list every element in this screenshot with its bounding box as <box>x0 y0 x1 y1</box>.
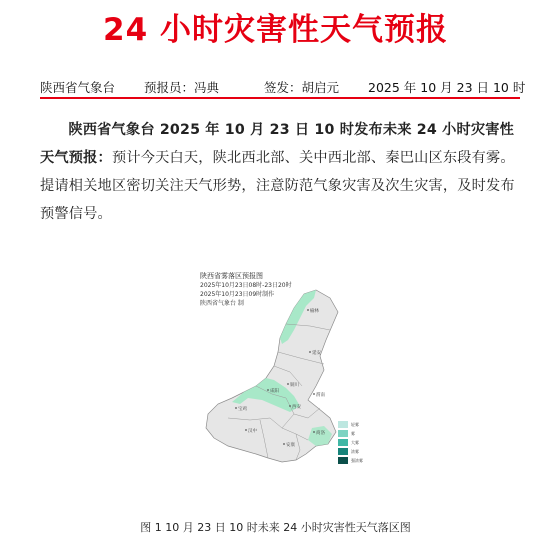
city-label: 宝鸡 <box>238 407 247 412</box>
figure-caption: 图 1 10 月 23 日 10 时未来 24 小时灾害性天气落区图 <box>140 521 411 534</box>
city-label: 延安 <box>312 351 321 356</box>
map-title: 陕西省雾落区预报图 <box>200 272 263 280</box>
city-dot <box>313 431 315 433</box>
legend-labels <box>351 420 363 465</box>
city-label: 榆林 <box>310 309 319 314</box>
city-label: 渭南 <box>316 393 325 398</box>
map-header <box>200 272 292 308</box>
legend-label: 轻雾 <box>351 422 359 427</box>
legend-swatch <box>338 457 348 464</box>
forecaster: 预报员：冯典 <box>144 80 220 95</box>
legend-label: 强浓雾 <box>351 458 363 463</box>
city-label: 汉中 <box>248 429 257 434</box>
city-dot <box>245 429 247 431</box>
city-dot <box>287 383 289 385</box>
city-dot <box>289 405 291 407</box>
issuing-org: 陕西省气象台 <box>40 80 116 95</box>
city-label: 商洛 <box>316 431 325 436</box>
map-line-2: 2025年10月23日09时制作 <box>200 291 275 298</box>
legend-label: 雾 <box>351 431 355 436</box>
legend-label: 大雾 <box>351 440 359 445</box>
map-line-3: 陕西省气象台 制 <box>200 300 244 307</box>
city-dot <box>313 393 315 395</box>
fog-forecast-map <box>190 268 370 482</box>
bulletin-body: 预计今天白天，陕北西北部、关中西北部、秦巴山区东段有雾。提请相关地区密切关注天气形势，注意防范气象灾害及次生灾害，及时发布预警信号。 <box>40 150 515 222</box>
city-label: 西安 <box>292 405 301 410</box>
legend-swatch <box>338 448 348 455</box>
page-title: 24 小时灾害性天气预报 <box>103 12 448 48</box>
legend-swatch <box>338 430 348 437</box>
city-label: 安康 <box>286 443 295 448</box>
legend-swatch <box>338 421 348 428</box>
city-dot <box>307 309 309 311</box>
bulletin-text <box>40 116 520 228</box>
city-dot <box>283 443 285 445</box>
legend-swatch <box>338 439 348 446</box>
city-dot <box>309 351 311 353</box>
bulletin-lead: 陕西省气象台 2025 年 10 月 23 日 10 时发布未来 24 小时灾害性天气预报： <box>40 122 515 166</box>
issue-datetime: 2025 年 10 月 23 日 10 时 <box>368 80 526 95</box>
city-dot <box>235 407 237 409</box>
city-dot <box>267 389 269 391</box>
city-label: 咸阳 <box>270 389 279 394</box>
bulletin-meta <box>40 78 526 96</box>
map-line-1: 2025年10月23日08时-23日20时 <box>200 282 292 289</box>
header-divider <box>40 97 520 99</box>
signer: 签发：胡启元 <box>264 80 340 95</box>
city-label: 铜川 <box>290 383 299 388</box>
legend-label: 浓雾 <box>351 449 359 454</box>
